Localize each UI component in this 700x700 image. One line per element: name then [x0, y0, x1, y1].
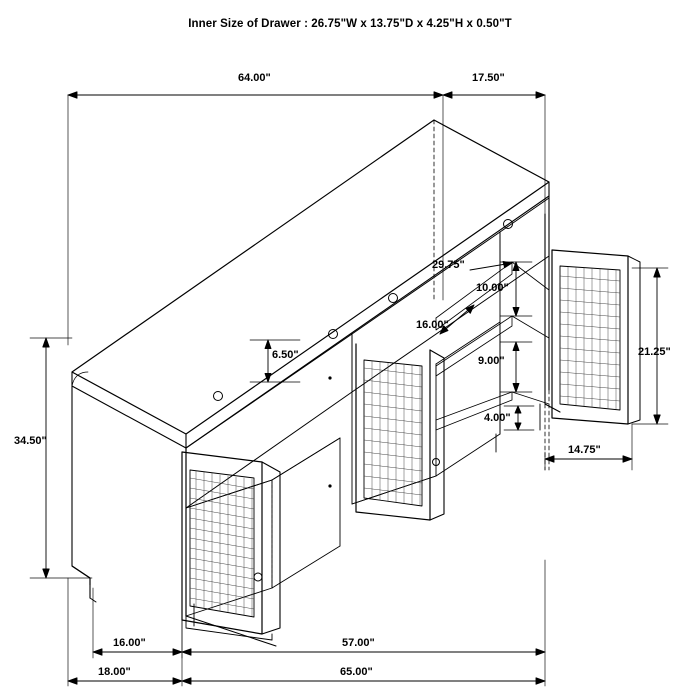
dimension-label-top-right-depth: 17.50"	[472, 72, 505, 84]
dimension-label-center-span: 57.00"	[342, 637, 375, 649]
page-title: Inner Size of Drawer : 26.75"W x 13.75"D x 4.25"H x 0.50"T	[188, 18, 512, 30]
dimension-label-base-gap: 4.00"	[484, 412, 511, 424]
dimension-label-upper-gap: 10.00"	[476, 282, 509, 294]
dimension-label-right-depth: 14.75"	[568, 444, 601, 456]
dimension-label-drawer-height: 6.50"	[272, 349, 299, 361]
dimension-label-top-width: 64.00"	[238, 72, 271, 84]
dimension-label-mid-depth: 16.00"	[416, 319, 449, 331]
dimension-label-right-door-height: 21.25"	[638, 346, 671, 358]
dimension-label-overall-width: 65.00"	[340, 666, 373, 678]
dimension-label-base-left-width: 18.00"	[98, 666, 131, 678]
dimension-label-left-door-width: 16.00"	[113, 637, 146, 649]
dimension-label-lower-gap: 9.00"	[478, 355, 505, 367]
dimension-label-overall-height: 34.50"	[14, 435, 47, 447]
dimension-label-shelf-span: 29.75"	[432, 259, 465, 271]
